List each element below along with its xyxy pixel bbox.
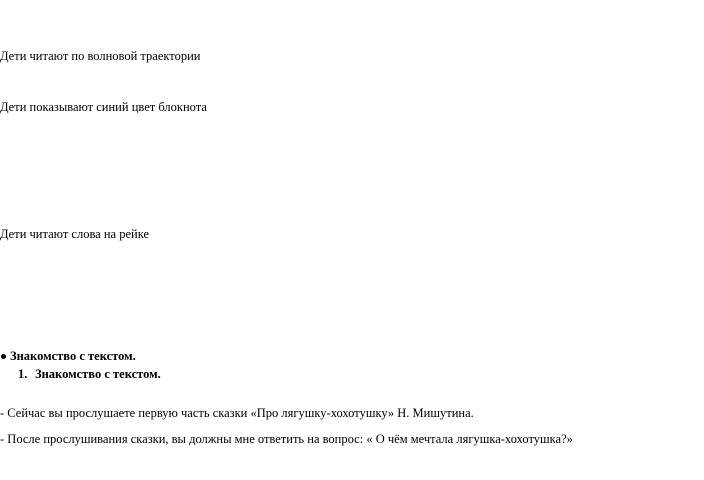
bullet-icon — [1, 354, 6, 359]
numbered-heading-text: Знакомство с текстом. — [35, 367, 161, 381]
paragraph-listen-intro: - Сейчас вы прослушаете первую часть сказки «Про лягушку-хохотушку» Н. Мишутина. — [0, 406, 474, 420]
bullet-heading-text: Знакомство с текстом. — [10, 349, 136, 363]
numbered-heading — [18, 366, 161, 382]
text-line-wave-reading: Дети читают по волновой траектории — [0, 49, 201, 63]
list-number: 1. — [18, 367, 28, 381]
paragraph-question: - После прослушивания сказки, вы должны мне ответить на вопрос: « О чём мечтала лягушка-хохотушка?» — [0, 432, 573, 446]
text-line-rail-words: Дети читают слова на рейке — [0, 227, 150, 241]
text-line-notebook-color: Дети показывают синий цвет блокнота — [0, 100, 207, 114]
bullet-heading — [0, 348, 136, 364]
